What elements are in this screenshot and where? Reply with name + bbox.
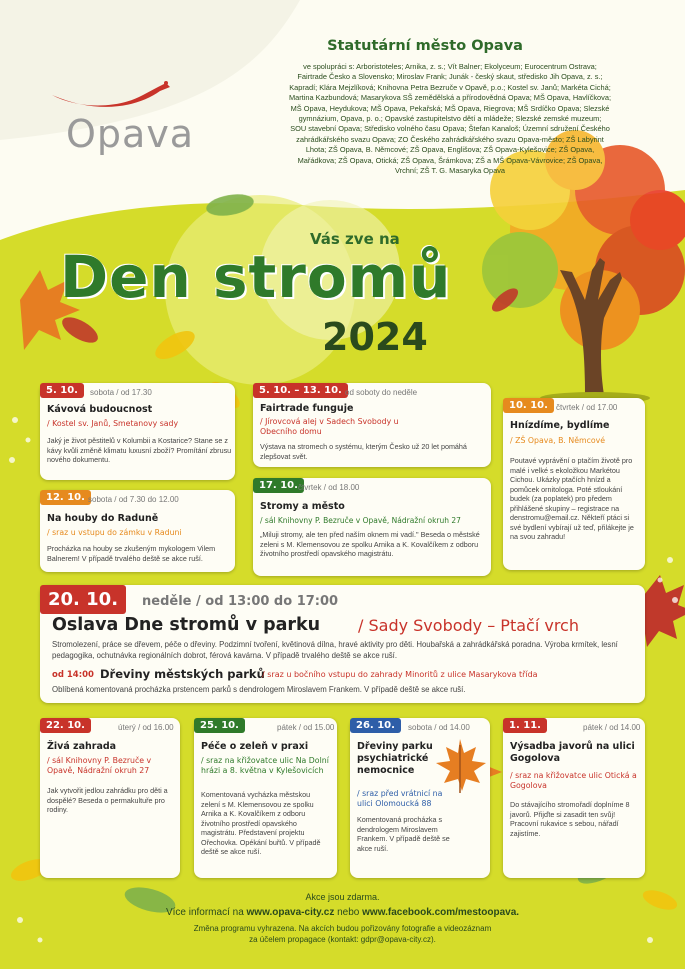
footer-note-2: za účelem propagace (kontakt: gdpr@opava-city.cz). [249, 935, 436, 944]
event-when: sobota / od 17.30 [90, 388, 152, 397]
event-venue: / Jírovcová alej v Sadech Svobody u Obecního domu [260, 417, 399, 436]
event-when: úterý / od 16.00 [118, 723, 174, 732]
partners-line: MŠ Opava, Heydukova; MŠ Opava, Pekařská; MŠ Opava, Riegrova; MŠ Srdíčko Opava; Slezské [290, 103, 610, 113]
footer-info-prefix: Více informací na [165, 907, 244, 918]
partners-line: Mařádkova; ZŠ Opava, Otická; ZŠ Opava, Šrámkova; ZŠ a MŠ Opava-Vávrovice; ZŠ Opava, [297, 155, 603, 165]
footer-info [0, 907, 685, 918]
event-title: Fairtrade funguje [260, 403, 354, 414]
opava-bird-logo-icon [48, 75, 198, 115]
event-venue: / sraz na křižovatce ulic Otická a Gogolova [510, 771, 637, 790]
sub-event-venue: / sraz u bočního vstupu do zahrady Minoritů z ulice Masarykova třída [262, 670, 538, 679]
event-title: Na houby do Raduně [47, 513, 159, 524]
logo-text: Opava [66, 112, 195, 156]
event-description: Výstava na stromech o systému, kterým Česko už 20 let pomáhá zlepšovat svět. [260, 442, 467, 461]
event-date: 10. 10. [503, 398, 554, 413]
event-description: Komentovaná procházka s dendrologem Miroslavem Frankem. V případě deště se akce ruší. [357, 815, 450, 853]
partners-line: Vrchní; ZŠ T. G. Masaryka Opava [394, 166, 506, 176]
footer-or: nebo [337, 907, 360, 918]
event-title: Výsadba javorů na ulici Gogolova [510, 741, 635, 764]
event-title: Péče o zeleň v praxi [201, 741, 309, 752]
event-description: Do stávajícího stromořadí doplníme 8 javorů. Přijďte si zasadit ten svůj! Pracovní rukavice s sebou, nářadí zajistíme. [510, 800, 630, 838]
event-when: pátek / od 14.00 [583, 723, 641, 732]
event-when: čtvrtek / od 18.00 [298, 483, 360, 492]
event-venue: / sraz před vrátnicí na ulici Olomoucká 88 [357, 789, 443, 808]
main-event-description: Stromolezení, práce se dřevem, péče o dřeviny. Podzimní tvoření, květinová dílna, hravé aktivity pro děti. Houbařská a zahrádkářská poradna. Výroba krmítek, lesní pedagogika, ochutnávka regionálních dobrot, férová kavárna. V případě trvalého deště se akce ruší. [52, 640, 618, 660]
event-date: 26. 10. [350, 718, 401, 733]
event-title: Dřeviny parku psychiatrické nemocnice [357, 741, 433, 776]
event-description: Jak vytvořit jedlou zahrádku pro děti a dospělé? Beseda o permakultuře pro rodiny. [47, 786, 168, 814]
main-event-place: / Sady Svobody – Ptačí vrch [358, 616, 579, 635]
sub-event-title: Dřeviny městských parků [100, 667, 265, 681]
event-description: Poutavé vyprávění o ptačím životě pro malé i velké s ekoložkou Markétou Cichou. Ukázky ptačích hnízd a pomůcek ornitologa. Poté stloukání budek (za poplatek) pro předem přihlášené skupiny – registrace na denstromu@email.cz. Někteří ptáci si své bydlení vybírají už teď, přilákejte je na svou zahradu! [510, 456, 634, 541]
partners-line: SOU stavební Opava; Středisko volného času Opava; Štefan Kanaloš; Územní sdružení Českého [290, 124, 610, 134]
event-description: Procházka na houby se zkušeným mykologem Vilem Balnerem! V případě trvalého deště se akce ruší. [47, 544, 216, 563]
event-date: 5. 10. – 13. 10. [253, 383, 348, 398]
sub-event-description: Oblíbená komentovaná procházka prstencem parků s dendrologem Miroslavem Frankem. V případě deště se akce ruší. [52, 685, 466, 694]
event-title: Stromy a město [260, 501, 345, 512]
event-date: 17. 10. [253, 478, 304, 493]
event-venue: / Kostel sv. Janů, Smetanovy sady [47, 419, 179, 428]
event-date: 5. 10. [40, 383, 84, 398]
sub-event-time: od 14:00 [52, 670, 94, 680]
footer-note-1: Změna programu vyhrazena. Na akcích budou pořizovány fotografie a videozáznam [193, 924, 492, 933]
invite-text: Vás zve na [310, 230, 400, 248]
event-when: sobota / od 7.30 do 12.00 [88, 495, 179, 504]
main-event-when: neděle / od 13:00 do 17:00 [142, 594, 339, 609]
partners-line: ve spolupráci s: Arboristoteles; Arnika, z. s.; Vít Balner; Ekolyceum; Eurocentrum Ostrava; [303, 62, 597, 71]
event-when: sobota / od 14.00 [408, 723, 470, 732]
footer-web-link[interactable]: www.opava-city.cz [246, 907, 335, 918]
city-title: Statutární město Opava [327, 38, 523, 54]
main-event-date: 20. 10. [40, 585, 126, 614]
event-when: čtvrtek / od 17.00 [556, 403, 618, 412]
event-venue: / sraz u vstupu do zámku v Raduni [47, 528, 182, 537]
event-venue: / sraz na křižovatce ulic Na Dolní hrázi a 8. května v Kylešovicích [201, 756, 329, 775]
event-title: Živá zahrada [47, 741, 117, 752]
footer-free: Akce jsou zdarma. [305, 892, 380, 902]
partners-line: Lhota; ZŠ Opava, B. Němcové; ZŠ Opava, Englišova; ZŠ Opava-Kylešovice; ZŠ Opava, [305, 145, 595, 155]
event-description: „Miluji stromy, ale ten před naším oknem mi vadí." Beseda o městské zeleni s M. Klemensovou ze spolku Arnika a K. Kovalčíkem z odboru životního prostředí opavského magistrátu. [260, 530, 480, 558]
event-date: 1. 11. [503, 718, 547, 733]
partners-line: zahrádkářského svazu Opava; ZO Českého zahrádkářského svazu Opava-město; ZŠ Labyrint [296, 134, 604, 144]
event-title: Kávová budoucnost [47, 404, 153, 415]
main-event-title: Oslava Dne stromů v parku [52, 615, 321, 635]
footer-facebook-link[interactable]: www.facebook.com/mestoopava. [362, 907, 520, 918]
partners-line: Martina Kazbundová; Masarykova SŠ zemědělská a přírodovědná Opava; MŠ Opava, Havlíčkova; [288, 93, 612, 103]
event-date: 25. 10. [194, 718, 245, 733]
title-year: 2024 [322, 315, 428, 359]
partners-line: Fairtrade Česko a Slovensko; Miroslav Frank; Junák - český skaut, středisko Jih Opava, z. s.; [297, 72, 603, 82]
event-date: 12. 10. [40, 490, 91, 505]
event-title: Hnízdíme, bydlíme [510, 420, 610, 431]
partners-list [255, 62, 645, 176]
event-description: Jaký je život pěstitelů v Kolumbii a Kostarice? Stane se z kávy kvůli změně klimatu luxusní zboží? Promítání zbrusu nového dokumentu. [47, 436, 232, 464]
event-venue: / sál Knihovny P. Bezruče v Opavě, Nádražní okruh 27 [260, 516, 461, 525]
event-description: Komentovaná vycházka městskou zelení s M. Klemensovou ze spolku Arnika a K. Kovalčíkem z odboru životního prostředí opavského magistrátu. Představení projektu Ořechovka. Opékání buřtů. V případě deště se akce ruší. [201, 790, 321, 856]
partners-line: Kapradí; Klára Mejzlíková; Knihovna Petra Bezruče v Opavě, p.o.; Kostel sv. Janů; Markéta Cichá; [289, 82, 611, 92]
event-date: 22. 10. [40, 718, 91, 733]
partners-line: gymnázium, Opava, p. o.; Opavské zastupitelstvo dětí a mládeže; Slezské zemské muzeum; [298, 114, 602, 124]
event-when: od soboty do neděle [345, 388, 418, 397]
event-venue: / sál Knihovny P. Bezruče v Opavě, Nádražní okruh 27 [47, 756, 152, 775]
main-title: Den stromů [60, 243, 452, 311]
maple-leaf-icon [430, 735, 490, 795]
event-venue: / ZŠ Opava, B. Němcové [510, 436, 606, 445]
event-when: pátek / od 15.00 [277, 723, 335, 732]
